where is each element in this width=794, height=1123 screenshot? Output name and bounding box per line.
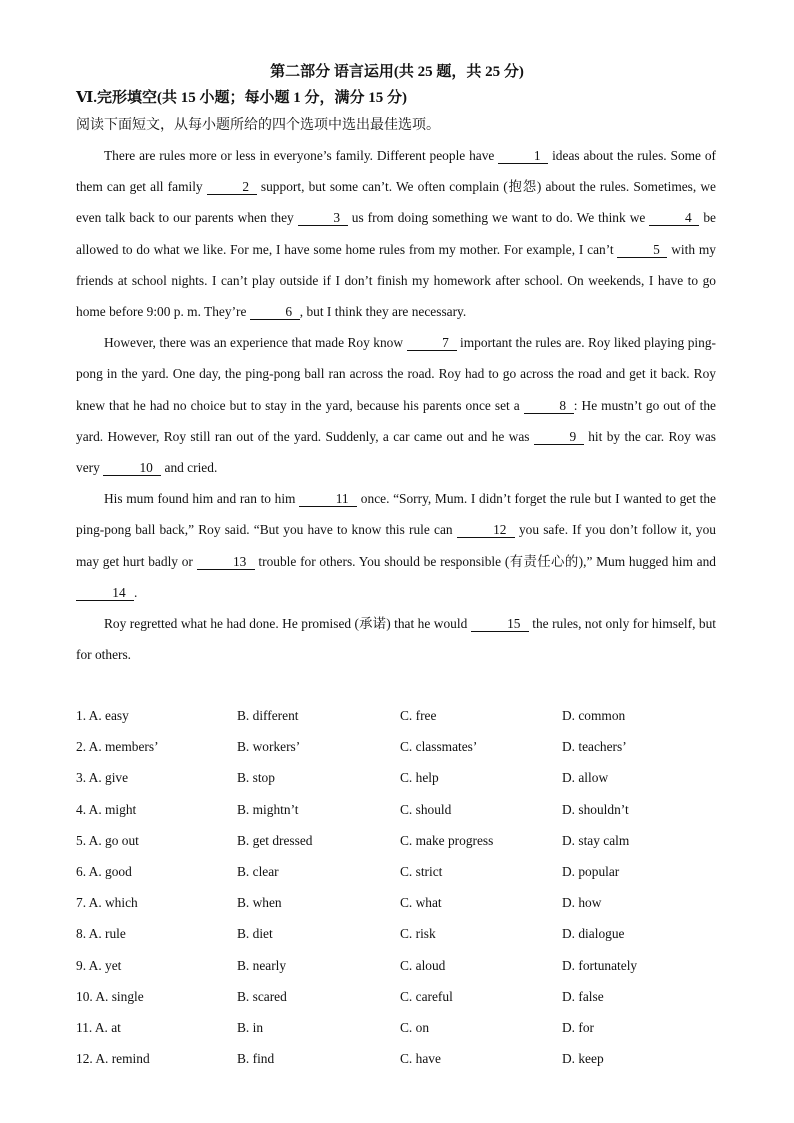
option-choice[interactable]: B. when xyxy=(237,895,282,911)
section-title: Ⅵ.完形填空(共 15 小题；每小题 1 分，满分 15 分) xyxy=(76,90,407,106)
option-choice[interactable]: D. for xyxy=(562,1019,594,1035)
option-choice[interactable]: B. find xyxy=(237,1051,275,1067)
passage-text: Roy regretted what he had done. He promised (承诺) that he would xyxy=(104,616,471,632)
question-options-row xyxy=(76,700,716,731)
passage-text: you safe. If you don’t follow it, you may get hurt badly or xyxy=(76,522,717,569)
passage-text: ideas about the rules. Some of them can get all family xyxy=(76,148,717,195)
option-choice[interactable]: C. should xyxy=(400,801,452,817)
passage-text: However, there was an experience that made Roy know xyxy=(104,335,407,351)
option-choice[interactable]: 9. A. yet xyxy=(76,957,122,973)
option-choice[interactable]: B. different xyxy=(237,708,299,723)
option-choice[interactable]: C. on xyxy=(400,1019,430,1035)
option-choice[interactable]: C. help xyxy=(400,770,439,786)
option-choice[interactable]: 11. A. at xyxy=(76,1019,121,1035)
passage-text: with my friends at school nights. I can’t play outside if I don’t finish my homework after school. On weekends, I have to go home before 9:00 p. m. They’re xyxy=(76,241,716,320)
option-choice[interactable]: 1. A. easy xyxy=(76,708,129,723)
passage-text: support, but some can’t. We often complain (抱怨) about the rules. Sometimes, we even talk back to our parents when they xyxy=(76,179,716,226)
passage-paragraph xyxy=(76,608,716,670)
option-choice[interactable]: C. risk xyxy=(400,926,436,942)
question-options-row xyxy=(76,762,716,793)
passage-text: There are rules more or less in everyone’s family. Different people have xyxy=(104,148,499,163)
passage-text: important the rules are. Roy liked playing ping-pong in the yard. One day, the ping-pong ball ran across the road. Roy had to go across the road and get it back. Roy knew that he had no choice but to stay in the yard, because his parents once set a xyxy=(76,335,716,413)
option-choice[interactable]: C. what xyxy=(400,895,442,911)
instruction-text: 阅读下面短文，从每小题所给的四个选项中选出最佳选项。 xyxy=(76,118,440,133)
option-choice[interactable]: D. shouldn’t xyxy=(562,801,629,817)
option-choice[interactable]: B. stop xyxy=(237,770,275,786)
option-choice[interactable]: 6. A. good xyxy=(76,863,132,879)
passage-text: trouble for others. You should be responsible (有责任心的),” Mum hugged him and xyxy=(254,553,716,569)
passage-paragraph xyxy=(76,483,716,608)
option-choice[interactable]: B. workers’ xyxy=(237,739,301,755)
question-options-row xyxy=(76,918,716,949)
option-choice[interactable]: D. false xyxy=(562,988,604,1004)
option-choice[interactable]: B. diet xyxy=(237,926,273,942)
option-choice[interactable]: 10. A. single xyxy=(76,988,144,1004)
passage-text: , but I think they are necessary. xyxy=(299,304,467,320)
option-choice[interactable]: D. how xyxy=(562,895,602,911)
option-choice[interactable]: C. aloud xyxy=(400,957,446,973)
passage-text: and cried. xyxy=(161,460,218,476)
option-choice[interactable]: 7. A. which xyxy=(76,895,138,911)
passage-paragraph xyxy=(76,327,716,483)
option-choice[interactable]: 4. A. might xyxy=(76,801,137,817)
passage-text: hit by the car. Roy was very xyxy=(76,428,716,476)
question-options-row xyxy=(76,981,716,1012)
options-list xyxy=(76,700,716,1074)
passage-text: His mum found him and ran to him xyxy=(104,491,300,507)
answer-blank[interactable]: 2 xyxy=(207,179,257,195)
question-options-row xyxy=(76,1012,716,1043)
option-choice[interactable]: 2. A. members’ xyxy=(76,739,159,755)
option-choice[interactable]: 12. A. remind xyxy=(76,1051,150,1067)
option-choice[interactable]: B. nearly xyxy=(237,957,287,973)
option-choice[interactable]: D. common xyxy=(562,708,626,723)
option-choice[interactable]: B. get dressed xyxy=(237,832,313,848)
part-heading: 第二部分 语言运用(共 25 题，共 25 分) xyxy=(270,64,524,80)
passage-text: the rules, not only for himself, but for others. xyxy=(76,616,717,663)
answer-blank[interactable]: 13 xyxy=(197,554,255,570)
question-options-row xyxy=(76,887,716,918)
option-choice[interactable]: D. fortunately xyxy=(562,957,638,973)
answer-blank[interactable]: 15 xyxy=(471,616,529,632)
answer-blank[interactable]: 7 xyxy=(407,335,457,351)
passage-paragraph xyxy=(76,140,716,327)
option-choice[interactable]: B. clear xyxy=(237,863,279,879)
answer-blank[interactable]: 6 xyxy=(250,304,300,320)
option-choice[interactable]: B. in xyxy=(237,1019,264,1035)
cloze-passage xyxy=(76,140,716,670)
option-choice[interactable]: C. make progress xyxy=(400,832,494,848)
answer-blank[interactable]: 10 xyxy=(103,460,161,476)
answer-blank[interactable]: 11 xyxy=(299,491,357,507)
answer-blank[interactable]: 8 xyxy=(524,398,574,414)
option-choice[interactable]: D. stay calm xyxy=(562,832,630,848)
passage-text: us from doing something we want to do. We think we xyxy=(347,210,650,226)
answer-blank[interactable]: 4 xyxy=(649,210,699,226)
question-options-row xyxy=(76,1043,716,1074)
option-choice[interactable]: 3. A. give xyxy=(76,770,129,786)
question-options-row xyxy=(76,794,716,825)
answer-blank[interactable]: 9 xyxy=(534,429,584,445)
answer-blank[interactable]: 1 xyxy=(498,148,548,164)
passage-text: once. “Sorry, Mum. I didn’t forget the rule but I wanted to get the ping-pong ball back,” Roy said. “But you have to know this rule can xyxy=(76,491,716,538)
passage-text: . xyxy=(134,584,138,600)
answer-blank[interactable]: 3 xyxy=(298,210,348,226)
answer-blank[interactable]: 5 xyxy=(617,242,667,258)
option-choice[interactable]: D. dialogue xyxy=(562,926,625,942)
option-choice[interactable]: C. careful xyxy=(400,988,453,1004)
question-options-row xyxy=(76,825,716,856)
option-choice[interactable]: D. keep xyxy=(562,1051,604,1067)
option-choice[interactable]: C. free xyxy=(400,708,437,723)
answer-blank[interactable]: 14 xyxy=(76,585,134,601)
passage-text: be allowed to do what we like. For me, I have some home rules from my mother. For example, I can’t xyxy=(76,210,716,257)
option-choice[interactable]: D. allow xyxy=(562,770,609,786)
option-choice[interactable]: B. mightn’t xyxy=(237,801,299,817)
option-choice[interactable]: D. popular xyxy=(562,863,620,879)
question-options-row xyxy=(76,856,716,887)
question-options-row xyxy=(76,950,716,981)
option-choice[interactable]: B. scared xyxy=(237,988,287,1004)
answer-blank[interactable]: 12 xyxy=(457,522,515,538)
passage-text: : He mustn’t go out of the yard. However, Roy still ran out of the yard. Suddenly, a car came out and he was xyxy=(76,397,716,444)
option-choice[interactable]: 5. A. go out xyxy=(76,832,139,848)
option-choice[interactable]: C. strict xyxy=(400,863,443,879)
option-choice[interactable]: C. have xyxy=(400,1051,441,1067)
option-choice[interactable]: 8. A. rule xyxy=(76,926,126,942)
option-choice[interactable]: C. classmates’ xyxy=(400,739,478,755)
option-choice[interactable]: D. teachers’ xyxy=(562,739,627,755)
question-options-row xyxy=(76,731,716,762)
